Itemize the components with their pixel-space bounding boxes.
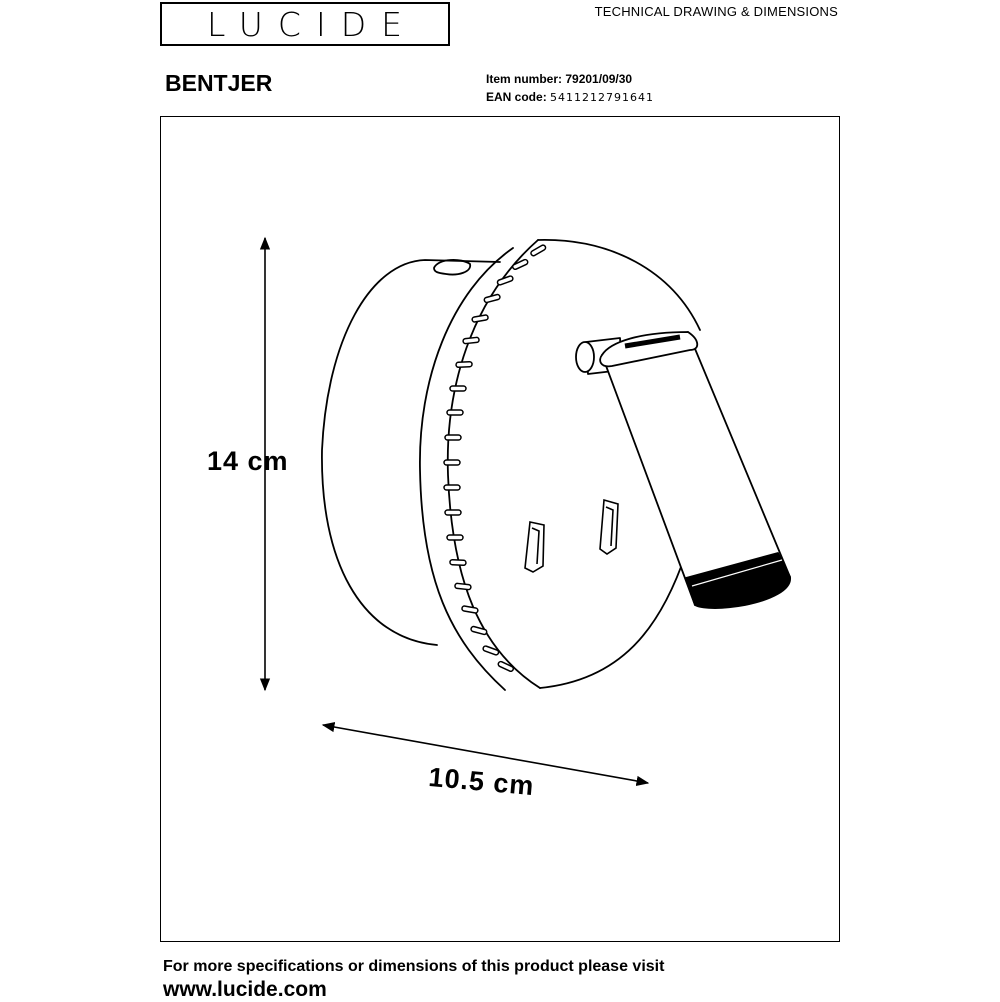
footer-note: For more specifications or dimensions of this product please visit bbox=[163, 958, 665, 975]
ring-outer-edge bbox=[420, 248, 513, 690]
brand-logo-text: LUCIDE bbox=[207, 4, 417, 44]
width-dimension-label: 10.5 cm bbox=[427, 762, 536, 802]
document-type: TECHNICAL DRAWING & DIMENSIONS bbox=[594, 4, 838, 19]
ean-value: 5411212791641 bbox=[550, 91, 655, 104]
reading-arm bbox=[576, 332, 790, 608]
item-number-label: Item number bbox=[486, 72, 559, 86]
footer-website-link[interactable]: www.lucide.com bbox=[163, 978, 327, 1001]
switch-slots bbox=[525, 500, 618, 572]
height-dimension-label: 14 cm bbox=[207, 446, 289, 476]
ean-row: EAN code: 5411212791641 bbox=[486, 90, 655, 104]
product-name: BENTJER bbox=[165, 70, 273, 96]
ring-inner-edge bbox=[448, 240, 540, 688]
housing-knob bbox=[434, 260, 470, 275]
ean-label: EAN code bbox=[486, 90, 543, 104]
front-disc bbox=[538, 240, 700, 330]
item-number-value: 79201/09/30 bbox=[565, 72, 633, 86]
item-number-row: Item number: 79201/09/30 bbox=[486, 72, 633, 86]
